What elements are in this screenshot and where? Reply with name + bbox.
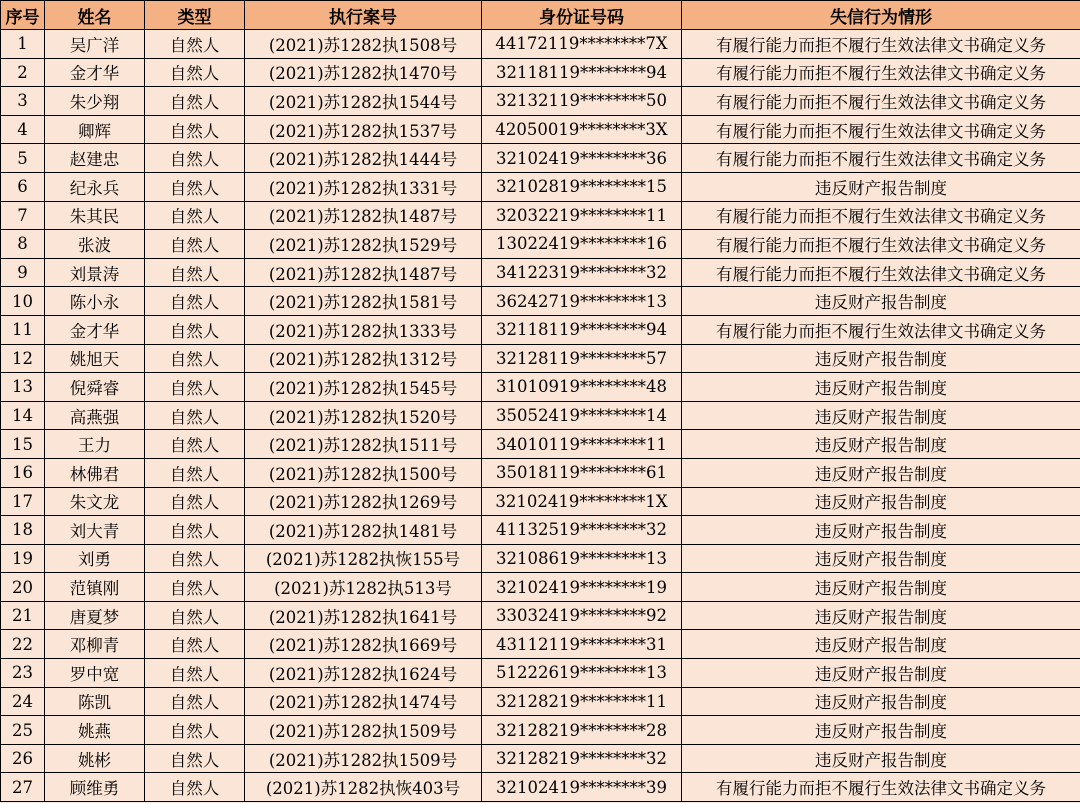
header-violation: 失信行为情形 xyxy=(682,1,1080,30)
cell-seq: 9 xyxy=(1,258,45,287)
cell-id-number: 32102419********19 xyxy=(482,573,682,602)
cell-violation: 违反财产报告制度 xyxy=(682,344,1080,373)
table-row xyxy=(1,258,1080,287)
cell-seq: 17 xyxy=(1,487,45,516)
table-row xyxy=(1,315,1080,344)
cell-case-number: (2021)苏1282执1669号 xyxy=(245,630,482,659)
table-row xyxy=(1,87,1080,116)
cell-name: 姚旭天 xyxy=(45,344,145,373)
cell-case-number: (2021)苏1282执1544号 xyxy=(245,87,482,116)
cell-seq: 3 xyxy=(1,87,45,116)
cell-name: 刘勇 xyxy=(45,544,145,573)
cell-type: 自然人 xyxy=(145,630,245,659)
cell-violation: 违反财产报告制度 xyxy=(682,573,1080,602)
cell-type: 自然人 xyxy=(145,373,245,402)
cell-id-number: 44172119********7X xyxy=(482,30,682,59)
cell-seq: 4 xyxy=(1,115,45,144)
table-row xyxy=(1,744,1080,773)
cell-type: 自然人 xyxy=(145,573,245,602)
cell-id-number: 32128219********11 xyxy=(482,687,682,716)
cell-id-number: 32132119********50 xyxy=(482,87,682,116)
cell-id-number: 32108619********13 xyxy=(482,544,682,573)
cell-type: 自然人 xyxy=(145,716,245,745)
cell-seq: 6 xyxy=(1,172,45,201)
cell-case-number: (2021)苏1282执1520号 xyxy=(245,401,482,430)
cell-seq: 24 xyxy=(1,687,45,716)
table-row xyxy=(1,773,1080,802)
table-header xyxy=(1,1,1080,30)
table-row xyxy=(1,430,1080,459)
cell-violation: 违反财产报告制度 xyxy=(682,287,1080,316)
cell-case-number: (2021)苏1282执1487号 xyxy=(245,258,482,287)
cell-name: 王力 xyxy=(45,430,145,459)
cell-name: 唐夏梦 xyxy=(45,601,145,630)
cell-seq: 13 xyxy=(1,373,45,402)
cell-case-number: (2021)苏1282执1537号 xyxy=(245,115,482,144)
cell-id-number: 32128219********32 xyxy=(482,744,682,773)
cell-violation: 有履行能力而拒不履行生效法律文书确定义务 xyxy=(682,144,1080,173)
cell-case-number: (2021)苏1282执1641号 xyxy=(245,601,482,630)
header-id-number: 身份证号码 xyxy=(482,1,682,30)
cell-id-number: 41132519********32 xyxy=(482,516,682,545)
cell-id-number: 35018119********61 xyxy=(482,458,682,487)
cell-violation: 有履行能力而拒不履行生效法律文书确定义务 xyxy=(682,315,1080,344)
cell-seq: 11 xyxy=(1,315,45,344)
cell-type: 自然人 xyxy=(145,144,245,173)
cell-id-number: 32032219********11 xyxy=(482,201,682,230)
cell-type: 自然人 xyxy=(145,58,245,87)
cell-id-number: 36242719********13 xyxy=(482,287,682,316)
cell-violation: 违反财产报告制度 xyxy=(682,601,1080,630)
cell-violation: 有履行能力而拒不履行生效法律文书确定义务 xyxy=(682,30,1080,59)
cell-id-number: 34122319********32 xyxy=(482,258,682,287)
cell-name: 范镇刚 xyxy=(45,573,145,602)
cell-id-number: 32102419********36 xyxy=(482,144,682,173)
table-row xyxy=(1,544,1080,573)
cell-name: 朱文龙 xyxy=(45,487,145,516)
table-row xyxy=(1,30,1080,59)
cell-case-number: (2021)苏1282执1331号 xyxy=(245,172,482,201)
cell-name: 朱少翔 xyxy=(45,87,145,116)
cell-violation: 有履行能力而拒不履行生效法律文书确定义务 xyxy=(682,58,1080,87)
cell-id-number: 34010119********11 xyxy=(482,430,682,459)
cell-case-number: (2021)苏1282执1529号 xyxy=(245,230,482,259)
cell-violation: 违反财产报告制度 xyxy=(682,401,1080,430)
cell-type: 自然人 xyxy=(145,344,245,373)
cell-name: 赵建忠 xyxy=(45,144,145,173)
cell-case-number: (2021)苏1282执恢403号 xyxy=(245,773,482,802)
header-name: 姓名 xyxy=(45,1,145,30)
cell-violation: 有履行能力而拒不履行生效法律文书确定义务 xyxy=(682,773,1080,802)
cell-case-number: (2021)苏1282执恢155号 xyxy=(245,544,482,573)
cell-name: 吴广洋 xyxy=(45,30,145,59)
header-seq: 序号 xyxy=(1,1,45,30)
cell-violation: 违反财产报告制度 xyxy=(682,659,1080,688)
cell-type: 自然人 xyxy=(145,201,245,230)
cell-violation: 违反财产报告制度 xyxy=(682,516,1080,545)
cell-name: 姚燕 xyxy=(45,716,145,745)
cell-seq: 26 xyxy=(1,744,45,773)
cell-id-number: 32102419********39 xyxy=(482,773,682,802)
table-row xyxy=(1,687,1080,716)
cell-name: 金才华 xyxy=(45,58,145,87)
cell-case-number: (2021)苏1282执1545号 xyxy=(245,373,482,402)
cell-id-number: 51222619********13 xyxy=(482,659,682,688)
cell-id-number: 32102419********1X xyxy=(482,487,682,516)
cell-seq: 20 xyxy=(1,573,45,602)
cell-violation: 违反财产报告制度 xyxy=(682,716,1080,745)
cell-type: 自然人 xyxy=(145,230,245,259)
cell-seq: 25 xyxy=(1,716,45,745)
cell-name: 刘景涛 xyxy=(45,258,145,287)
cell-violation: 有履行能力而拒不履行生效法律文书确定义务 xyxy=(682,258,1080,287)
cell-violation: 违反财产报告制度 xyxy=(682,744,1080,773)
cell-violation: 违反财产报告制度 xyxy=(682,687,1080,716)
table-row xyxy=(1,172,1080,201)
cell-name: 金才华 xyxy=(45,315,145,344)
cell-seq: 14 xyxy=(1,401,45,430)
cell-type: 自然人 xyxy=(145,773,245,802)
cell-seq: 18 xyxy=(1,516,45,545)
table-row xyxy=(1,516,1080,545)
cell-type: 自然人 xyxy=(145,287,245,316)
cell-id-number: 13022419********16 xyxy=(482,230,682,259)
cell-case-number: (2021)苏1282执513号 xyxy=(245,573,482,602)
cell-seq: 22 xyxy=(1,630,45,659)
cell-violation: 违反财产报告制度 xyxy=(682,373,1080,402)
table-row xyxy=(1,287,1080,316)
cell-name: 林佛君 xyxy=(45,458,145,487)
cell-id-number: 43112119********31 xyxy=(482,630,682,659)
cell-case-number: (2021)苏1282执1444号 xyxy=(245,144,482,173)
cell-id-number: 32128119********57 xyxy=(482,344,682,373)
cell-name: 顾维勇 xyxy=(45,773,145,802)
cell-seq: 19 xyxy=(1,544,45,573)
cell-case-number: (2021)苏1282执1509号 xyxy=(245,744,482,773)
cell-type: 自然人 xyxy=(145,172,245,201)
cell-type: 自然人 xyxy=(145,315,245,344)
cell-violation: 违反财产报告制度 xyxy=(682,458,1080,487)
table-row xyxy=(1,458,1080,487)
cell-violation: 违反财产报告制度 xyxy=(682,487,1080,516)
cell-seq: 5 xyxy=(1,144,45,173)
cell-type: 自然人 xyxy=(145,487,245,516)
cell-seq: 7 xyxy=(1,201,45,230)
cell-case-number: (2021)苏1282执1509号 xyxy=(245,716,482,745)
cell-case-number: (2021)苏1282执1481号 xyxy=(245,516,482,545)
table-row xyxy=(1,659,1080,688)
cell-seq: 23 xyxy=(1,659,45,688)
table-row xyxy=(1,230,1080,259)
cell-case-number: (2021)苏1282执1500号 xyxy=(245,458,482,487)
cell-seq: 12 xyxy=(1,344,45,373)
cell-name: 陈凯 xyxy=(45,687,145,716)
cell-type: 自然人 xyxy=(145,544,245,573)
cell-name: 高燕强 xyxy=(45,401,145,430)
table-row xyxy=(1,487,1080,516)
cell-type: 自然人 xyxy=(145,258,245,287)
table-row xyxy=(1,58,1080,87)
cell-violation: 违反财产报告制度 xyxy=(682,430,1080,459)
cell-seq: 1 xyxy=(1,30,45,59)
cell-id-number: 32118119********94 xyxy=(482,58,682,87)
table-row xyxy=(1,573,1080,602)
header-type: 类型 xyxy=(145,1,245,30)
table-row xyxy=(1,601,1080,630)
cell-name: 朱其民 xyxy=(45,201,145,230)
cell-case-number: (2021)苏1282执1269号 xyxy=(245,487,482,516)
cell-violation: 有履行能力而拒不履行生效法律文书确定义务 xyxy=(682,115,1080,144)
cell-id-number: 32128219********28 xyxy=(482,716,682,745)
cell-case-number: (2021)苏1282执1487号 xyxy=(245,201,482,230)
cell-case-number: (2021)苏1282执1624号 xyxy=(245,659,482,688)
cell-case-number: (2021)苏1282执1470号 xyxy=(245,58,482,87)
table-row xyxy=(1,201,1080,230)
cell-name: 邓柳青 xyxy=(45,630,145,659)
table-body xyxy=(1,30,1080,802)
cell-id-number: 31010919********48 xyxy=(482,373,682,402)
cell-type: 自然人 xyxy=(145,744,245,773)
cell-type: 自然人 xyxy=(145,401,245,430)
table-row xyxy=(1,401,1080,430)
cell-id-number: 32118119********94 xyxy=(482,315,682,344)
header-row xyxy=(1,1,1080,30)
cell-case-number: (2021)苏1282执1508号 xyxy=(245,30,482,59)
table-row xyxy=(1,373,1080,402)
cell-type: 自然人 xyxy=(145,115,245,144)
cell-type: 自然人 xyxy=(145,516,245,545)
cell-seq: 8 xyxy=(1,230,45,259)
table-row xyxy=(1,716,1080,745)
cell-id-number: 33032419********92 xyxy=(482,601,682,630)
cell-type: 自然人 xyxy=(145,430,245,459)
cell-violation: 违反财产报告制度 xyxy=(682,630,1080,659)
table-row xyxy=(1,115,1080,144)
cell-violation: 违反财产报告制度 xyxy=(682,172,1080,201)
cell-seq: 16 xyxy=(1,458,45,487)
cell-name: 张波 xyxy=(45,230,145,259)
cell-type: 自然人 xyxy=(145,458,245,487)
table-row xyxy=(1,144,1080,173)
cell-type: 自然人 xyxy=(145,687,245,716)
cell-type: 自然人 xyxy=(145,30,245,59)
cell-seq: 21 xyxy=(1,601,45,630)
cell-violation: 有履行能力而拒不履行生效法律文书确定义务 xyxy=(682,230,1080,259)
cell-name: 陈小永 xyxy=(45,287,145,316)
cell-case-number: (2021)苏1282执1511号 xyxy=(245,430,482,459)
cell-name: 姚彬 xyxy=(45,744,145,773)
table-row xyxy=(1,630,1080,659)
cell-violation: 违反财产报告制度 xyxy=(682,544,1080,573)
table-row xyxy=(1,344,1080,373)
cell-type: 自然人 xyxy=(145,601,245,630)
cell-type: 自然人 xyxy=(145,659,245,688)
cell-id-number: 42050019********3X xyxy=(482,115,682,144)
header-case-number: 执行案号 xyxy=(245,1,482,30)
cell-seq: 2 xyxy=(1,58,45,87)
cell-name: 倪舜睿 xyxy=(45,373,145,402)
cell-case-number: (2021)苏1282执1581号 xyxy=(245,287,482,316)
cell-violation: 有履行能力而拒不履行生效法律文书确定义务 xyxy=(682,201,1080,230)
cell-id-number: 35052419********14 xyxy=(482,401,682,430)
cell-name: 刘大青 xyxy=(45,516,145,545)
cell-seq: 27 xyxy=(1,773,45,802)
cell-seq: 10 xyxy=(1,287,45,316)
cell-case-number: (2021)苏1282执1474号 xyxy=(245,687,482,716)
cell-id-number: 32102819********15 xyxy=(482,172,682,201)
cell-type: 自然人 xyxy=(145,87,245,116)
cell-seq: 15 xyxy=(1,430,45,459)
cell-name: 纪永兵 xyxy=(45,172,145,201)
cell-name: 罗中宽 xyxy=(45,659,145,688)
cell-name: 卿辉 xyxy=(45,115,145,144)
cell-case-number: (2021)苏1282执1312号 xyxy=(245,344,482,373)
cell-case-number: (2021)苏1282执1333号 xyxy=(245,315,482,344)
cell-violation: 有履行能力而拒不履行生效法律文书确定义务 xyxy=(682,87,1080,116)
